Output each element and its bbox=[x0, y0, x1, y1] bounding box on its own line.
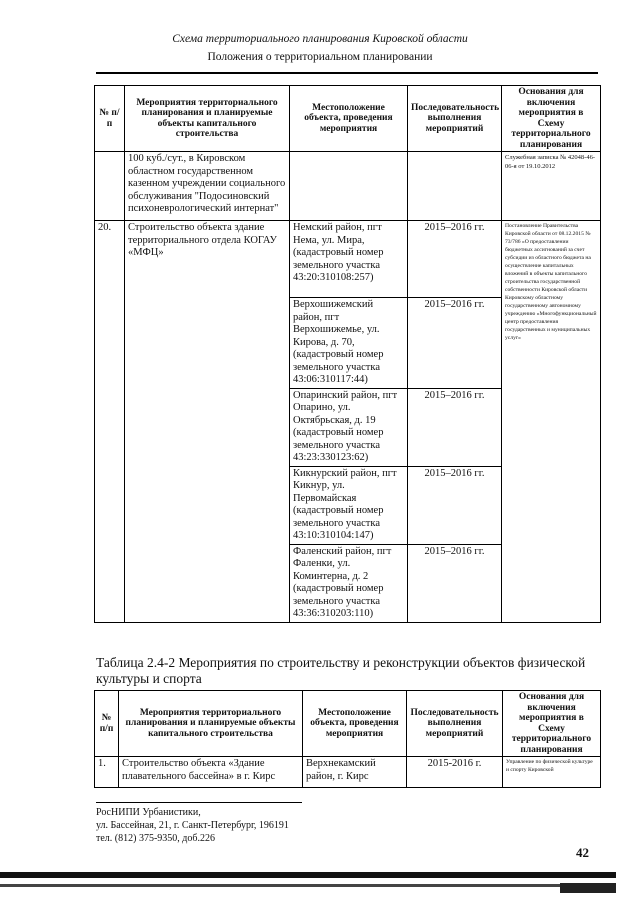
table-row bbox=[95, 152, 601, 221]
scan-edge-bar bbox=[0, 884, 560, 887]
page-number: 42 bbox=[576, 845, 589, 860]
measures-table-2 bbox=[94, 690, 601, 788]
cell-measure: 100 куб./сут., в Кировском областном государственном казенном учреждении социального обслуживания "Подосиновский психоневрологический интернат" bbox=[125, 152, 290, 221]
cell-location: Немский район, пгт Нема, ул. Мира, (кадастровый номер земельного участка 43:20:310108:257) bbox=[290, 221, 408, 298]
scan-edge-bar bbox=[0, 872, 616, 878]
cell-num bbox=[95, 152, 125, 221]
cell-num: 20. bbox=[95, 221, 125, 623]
table-header-row bbox=[95, 691, 601, 757]
col-header-sequence: Последовательность выполнения мероприятий bbox=[408, 86, 502, 152]
cell-sequence: 2015–2016 гг. bbox=[408, 298, 502, 389]
cell-location: Фаленский район, пгт Фаленки, ул. Коминтерна, д. 2 (кадастровый номер земельного участка 43:36:310203:110) bbox=[290, 544, 408, 622]
col-header-location: Местоположение объекта, проведения мероприятия bbox=[303, 691, 407, 757]
col-header-num: № п/п bbox=[95, 691, 119, 757]
table-row bbox=[95, 757, 601, 788]
document-header-title: Схема территориального планирования Кировской области bbox=[172, 33, 468, 45]
table-header-row bbox=[95, 86, 601, 152]
cell-sequence: 2015–2016 гг. bbox=[408, 388, 502, 466]
col-header-measures: Мероприятия территориального планирования и планируемые объекты капитального строительства bbox=[119, 691, 303, 757]
cell-sequence bbox=[408, 152, 502, 221]
col-header-location: Местоположение объекта, проведения мероприятия bbox=[290, 86, 408, 152]
col-header-sequence: Последовательность выполнения мероприятий bbox=[407, 691, 503, 757]
col-header-basis: Основания для включения мероприятия в Схему территориального планирования bbox=[502, 86, 601, 152]
cell-measure: Строительство объекта «Здание плавательного бассейна» в г. Кирс bbox=[119, 757, 303, 788]
footnote-line: тел. (812) 375-9350, доб.226 bbox=[96, 833, 215, 844]
col-header-basis: Основания для включения мероприятия в Схему территориального планирования bbox=[503, 691, 601, 757]
col-header-num: № п/п bbox=[95, 86, 125, 152]
footnote-line: РосНИПИ Урбанистики, bbox=[96, 807, 201, 818]
cell-sequence: 2015-2016 г. bbox=[407, 757, 503, 788]
cell-sequence: 2015–2016 гг. bbox=[408, 544, 502, 622]
cell-location: Кикнурский район, пгт Кикнур, ул. Первомайская (кадастровый номер земельного участка 43:10:310104:147) bbox=[290, 466, 408, 544]
document-header-subtitle: Положения о территориальном планировании bbox=[207, 51, 433, 63]
cell-num: 1. bbox=[95, 757, 119, 788]
cell-sequence: 2015–2016 гг. bbox=[408, 221, 502, 298]
table-row bbox=[95, 221, 601, 298]
cell-basis: Служебная записка № 42048-46-06-я от 19.10.2012 bbox=[502, 152, 601, 221]
table-caption: Таблица 2.4-2 Мероприятия по строительству и реконструкции объектов физической культуры и спорта bbox=[96, 655, 586, 686]
footnote bbox=[96, 806, 289, 845]
header-rule bbox=[96, 72, 598, 74]
cell-sequence: 2015–2016 гг. bbox=[408, 466, 502, 544]
cell-location: Верхнекамский район, г. Кирс bbox=[303, 757, 407, 788]
footnote-line: ул. Бассейная, 21, г. Санкт-Петербург, 196191 bbox=[96, 820, 289, 831]
measures-table-1 bbox=[94, 85, 601, 623]
cell-location: Опаринский район, пгт Опарино, ул. Октябрьская, д. 19 (кадастровый номер земельного участка 43:23:330123:62) bbox=[290, 388, 408, 466]
cell-measure: Строительство объекта здание территориального отдела КОГАУ «МФЦ» bbox=[125, 221, 290, 623]
cell-basis: Постановление Правительства Кировской области от 08.12.2015 № 73/786 «О предоставлении бюджетных ассигнований за счет субсидии из областного бюджета на осуществление капитальных вложений в объекты капитального строительства государственной собственности Кировской области Кировскому областному государственному автономному учреждению «Многофункциональный центр предоставления государственных и муниципальных услуг» bbox=[502, 221, 601, 623]
col-header-measures: Мероприятия территориального планирования и планируемые объекты капитального строительства bbox=[125, 86, 290, 152]
cell-location bbox=[290, 152, 408, 221]
footnote-rule bbox=[96, 802, 302, 803]
cell-location: Верхошижемский район, пгт Верхошижемье, ул. Кирова, д. 70, (кадастровый номер земельного участка 43:06:310117:44) bbox=[290, 298, 408, 389]
scan-edge-bar bbox=[560, 883, 616, 893]
cell-basis: Управление по физической культуре и спорту Кировской bbox=[503, 757, 601, 788]
